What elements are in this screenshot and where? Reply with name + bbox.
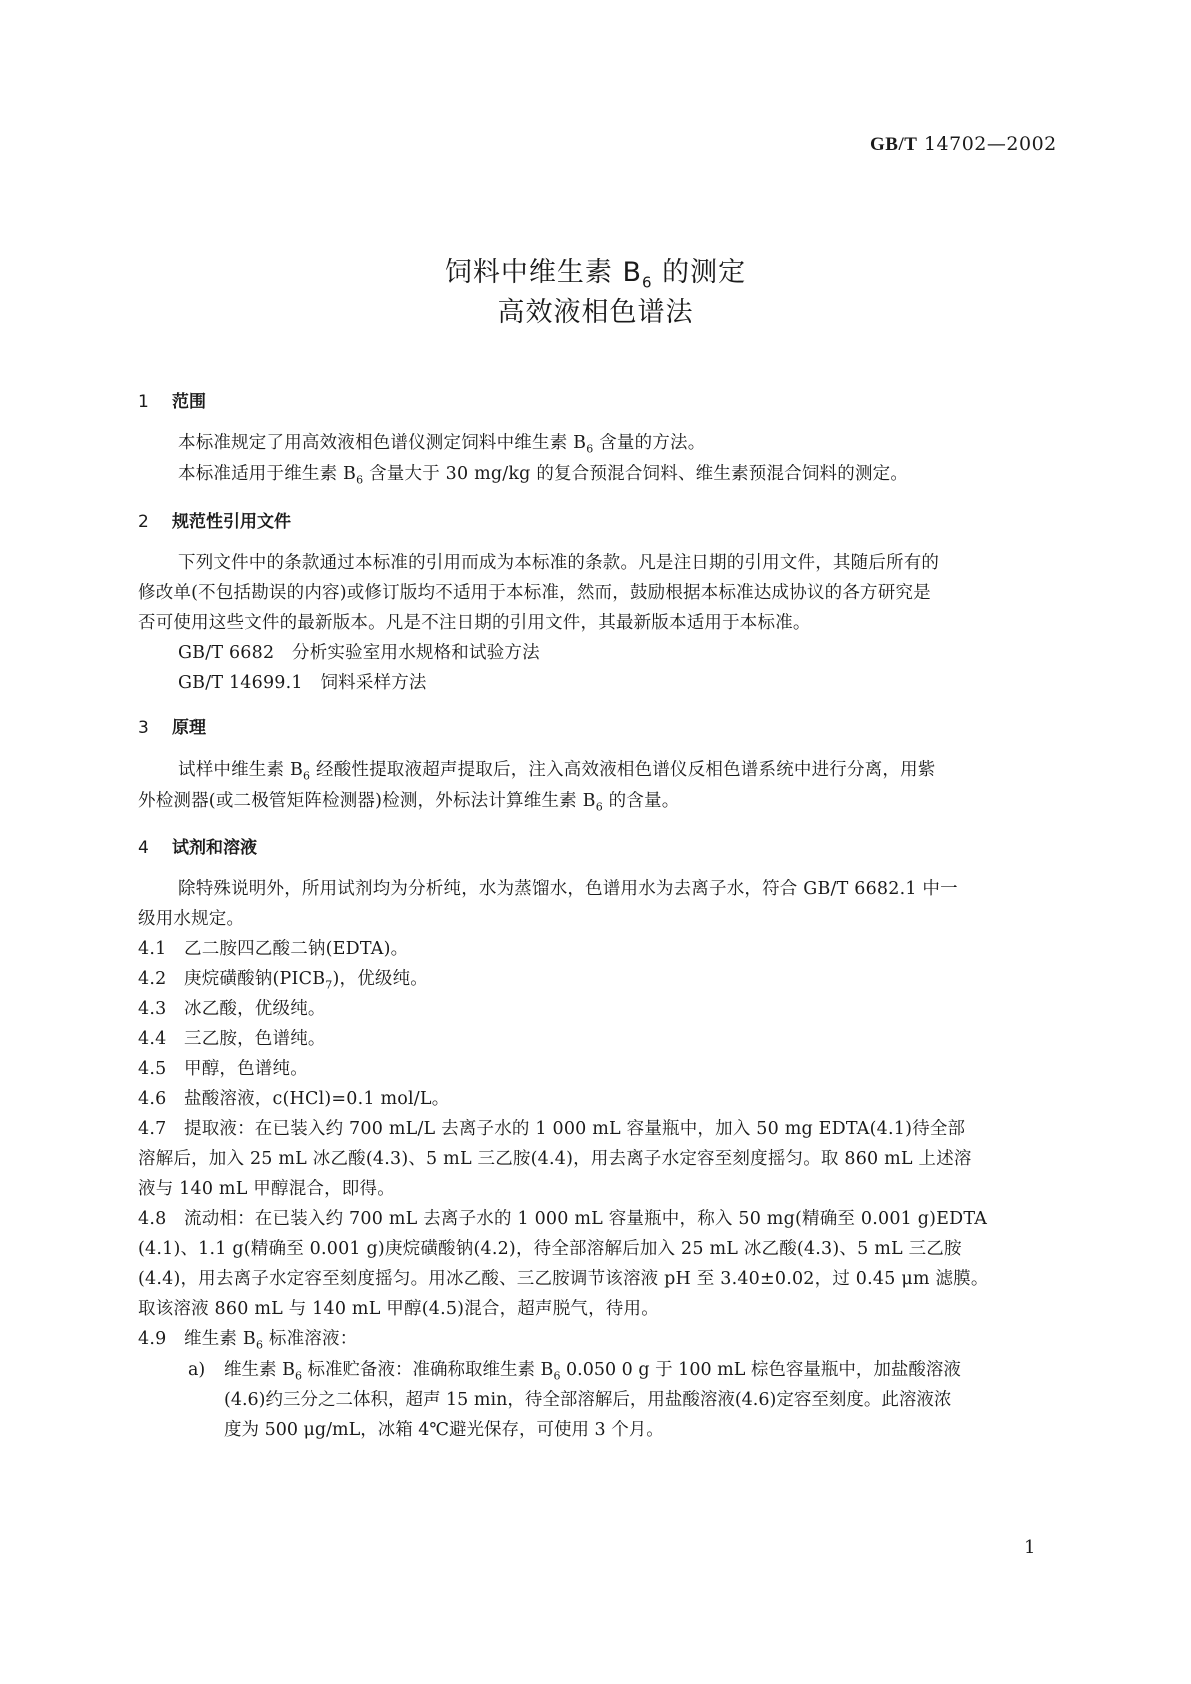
section-1-para-1: 本标准规定了用高效液相色谱仪测定饲料中维生素 $B_6$ 含量的方法。 (178, 433, 706, 456)
section-3-line-1: 试样中维生素 $B_6$ 经酸性提取液超声提取后，注入高效液相色谱仪反相色谱系统中进行分离，用紫 (178, 760, 936, 783)
document-subtitle: 高效液相色谱法 (497, 297, 694, 328)
section-4-heading: 4 试剂和溶液 (138, 838, 257, 858)
item-4-8: 4.8 流动相：在已装入约 700 mL 去离子水的 1 000 mL 容量瓶中，称入 50 mg(精确至 0.001 g)EDTA (138, 1209, 988, 1229)
item-4-5: 4.5 甲醇，色谱纯。 (138, 1059, 308, 1079)
page-number: 1 (1024, 1537, 1036, 1558)
item-4-8-line-4: 取该溶液 860 mL 与 140 mL 甲醇(4.5)混合，超声脱气，待用。 (138, 1299, 659, 1319)
item-4-1: 4.1 乙二胺四乙酸二钠(EDTA)。 (138, 939, 409, 959)
section-3-line-2: 外检测器(或二极管矩阵检测器)检测，外标法计算维生素 $B_6$ 的含量。 (138, 791, 680, 814)
section-4-intro-line-1: 除特殊说明外，所用试剂均为分析纯，水为蒸馏水，色谱用水为去离子水，符合 GB/T 6682.1 中一 (178, 879, 958, 899)
section-2-line-1: 下列文件中的条款通过本标准的引用而成为本标准的条款。凡是注日期的引用文件，其随后所有的 (178, 553, 940, 573)
section-1-para-2: 本标准适用于维生素 $B_6$ 含量大于 30 mg/kg 的复合预混合饲料、维生素预混合饲料的测定。 (178, 464, 909, 487)
reference-gbt-14699: GB/T 14699.1 饲料采样方法 (178, 673, 427, 693)
standard-prefix: GB/T (870, 134, 918, 155)
section-1-heading: 1 范围 (138, 392, 206, 412)
item-4-8-line-3: (4.4)，用去离子水定容至刻度摇匀。用冰乙酸、三乙胺调节该溶液 pH 至 3.40±0.02，过 0.45 μm 滤膜。 (138, 1269, 989, 1289)
standard-number (870, 133, 1057, 156)
item-4-7-line-3: 液与 140 mL 甲醇混合，即得。 (138, 1179, 395, 1199)
reference-gbt-6682: GB/T 6682 分析实验室用水规格和试验方法 (178, 643, 540, 663)
item-4-4: 4.4 三乙胺，色谱纯。 (138, 1029, 326, 1049)
standard-code: 14702—2002 (923, 133, 1057, 155)
section-2-line-2: 修改单(不包括勘误的内容)或修订版均不适用于本标准，然而，鼓励根据本标准达成协议的各方研究是 (138, 583, 931, 603)
item-4-7: 4.7 提取液：在已装入约 700 mL/L 去离子水的 1 000 mL 容量瓶中，加入 50 mg EDTA(4.1)待全部 (138, 1119, 966, 1139)
section-4-intro-line-2: 级用水规定。 (138, 909, 245, 929)
item-4-9-a: a) 维生素 $B_6$ 标准贮备液：准确称取维生素 $B_6$ 0.050 0 g 于 100 mL 棕色容量瓶中，加盐酸溶液 (188, 1360, 961, 1383)
item-4-2: 4.2 庚烷磺酸钠$(PICB_7)$，优级纯。 (138, 969, 428, 992)
item-4-3: 4.3 冰乙酸，优级纯。 (138, 999, 326, 1019)
section-3-heading: 3 原理 (138, 718, 206, 738)
section-2-heading: 2 规范性引用文件 (138, 512, 291, 532)
item-4-8-line-2: (4.1)、1.1 g(精确至 0.001 g)庚烷磺酸钠(4.2)，待全部溶解后加入 25 mL 冰乙酸(4.3)、5 mL 三乙胺 (138, 1239, 962, 1259)
document-title: 饲料中维生素 $B_6$ 的测定 (444, 257, 747, 292)
item-4-7-line-2: 溶解后，加入 25 mL 冰乙酸(4.3)、5 mL 三乙胺(4.4)，用去离子水定容至刻度摇匀。取 860 mL 上述溶 (138, 1149, 972, 1169)
section-2-line-3: 否可使用这些文件的最新版本。凡是不注日期的引用文件，其最新版本适用于本标准。 (138, 613, 811, 633)
item-4-9-a-line-3: 度为 500 μg/mL，冰箱 4℃避光保存，可使用 3 个月。 (224, 1420, 664, 1440)
item-4-9-a-line-2: (4.6)约三分之二体积，超声 15 min，待全部溶解后，用盐酸溶液(4.6)定容至刻度。此溶液浓 (224, 1390, 952, 1410)
item-4-6: 4.6 盐酸溶液，c(HCl)=0.1 mol/L。 (138, 1089, 450, 1109)
item-4-9: 4.9 维生素 $B_6$ 标准溶液： (138, 1329, 358, 1352)
